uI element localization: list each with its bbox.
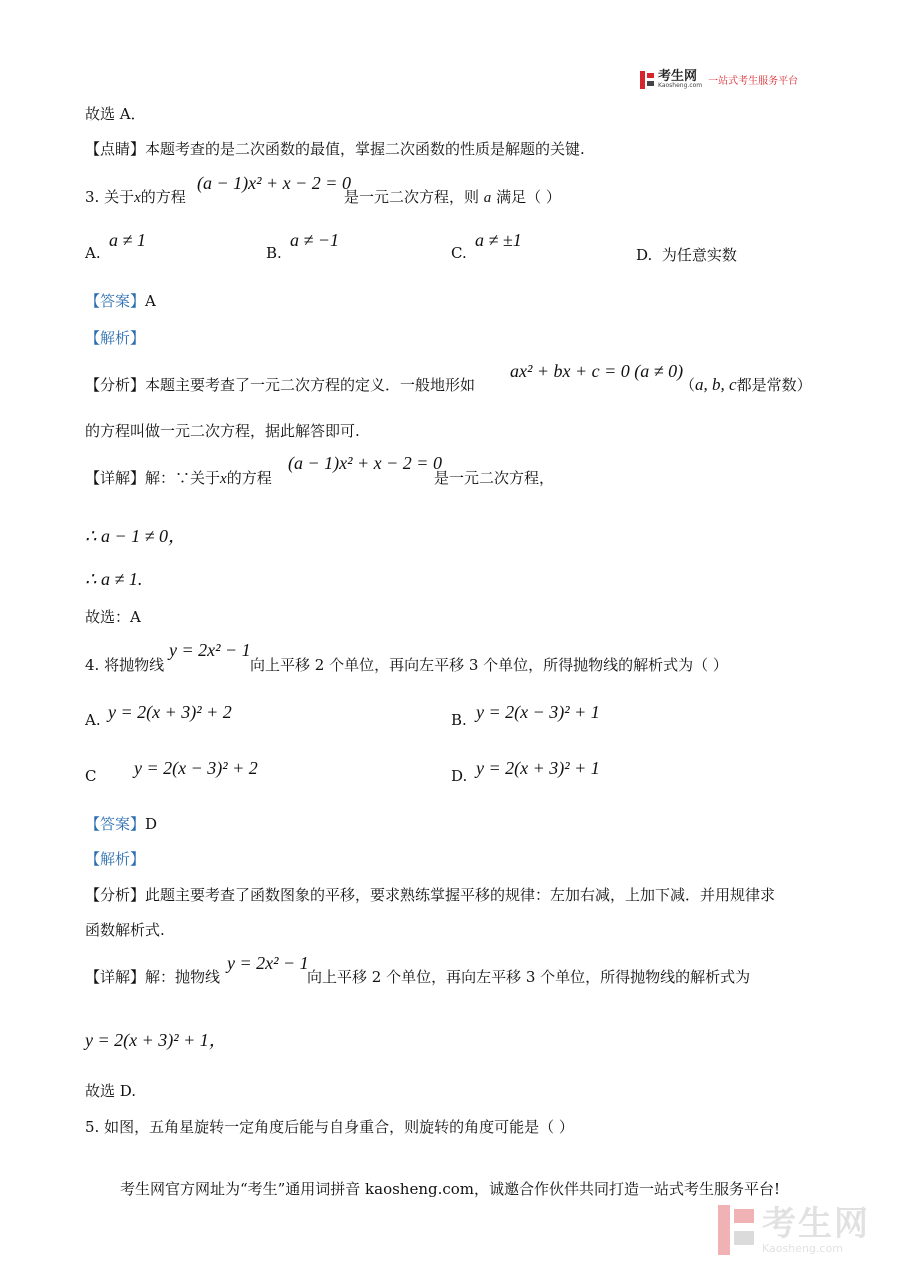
q4-stem-start: 4. 将抛物线 (85, 656, 165, 674)
logo-slogan: 一站式考生服务平台 (708, 76, 799, 87)
q4-option-d: y = 2(x + 3)² + 1 (476, 758, 600, 778)
q3-guxuan: 故选：A (85, 608, 141, 626)
logo-icon (640, 71, 654, 89)
q3-jiexi-tag: 【解析】 (85, 329, 146, 347)
q4-xiangjie: 【详解】解：抛物线 (85, 968, 221, 986)
q3-option-d: D. 为任意实数 (636, 246, 737, 264)
q4-fenxi-line2: 函数解析式. (85, 921, 165, 939)
q3-stem-end: 是一元二次方程，则 a 满足（ ） (344, 188, 561, 206)
line-dianjing: 【点睛】本题考查的是二次函数的最值，掌握二次函数的性质是解题的关键. (85, 140, 585, 158)
q4-option-b: y = 2(x − 3)² + 1 (476, 702, 600, 722)
q4-stem-end: 向上平移 2 个单位，再向左平移 3 个单位，所得抛物线的解析式为（ ） (250, 656, 728, 674)
logo-name: 考生网 (658, 69, 698, 84)
header-logo (640, 70, 798, 89)
q4-jiexi-tag: 【解析】 (85, 850, 146, 868)
q3-option-b-label: B. (266, 244, 282, 262)
logo-domain: Kaosheng.com (658, 82, 703, 89)
q4-option-a-label: A. (85, 711, 101, 729)
q3-option-a-label: A. (85, 244, 101, 262)
q4-xiangjie-equation: y = 2x² − 1 (227, 953, 309, 973)
q3-xiangjie: 【详解】解：∵关于x的方程 (85, 469, 272, 487)
q4-option-c-label: C (85, 767, 97, 785)
watermark-domain: Kaosheng.com (762, 1241, 843, 1255)
page-footer: 考生网官方网址为“考生”通用词拼音 kaosheng.com，诚邀合作伙伴共同打造一站式考生服务平台! (119, 1180, 781, 1198)
q4-xiangjie-end: 向上平移 2 个单位，再向左平移 3 个单位，所得抛物线的解析式为 (307, 968, 751, 986)
q3-option-c-label: C. (451, 244, 467, 262)
q3-fenxi: 【分析】本题主要考查了一元二次方程的定义．一般地形如 (85, 376, 476, 394)
q4-fenxi: 【分析】此题主要考查了函数图象的平移，要求熟练掌握平移的规律：左加右减，上加下减．并用规律求 (85, 886, 776, 904)
q3-step2: ∴ a ≠ 1. (85, 569, 143, 589)
q3-option-b: a ≠ −1 (290, 230, 340, 250)
line-choose-a: 故选 A． (85, 105, 146, 123)
q4-option-c: y = 2(x − 3)² + 2 (134, 758, 258, 778)
q4-option-d-label: D. (451, 767, 468, 785)
q4-guxuan: 故选 D. (85, 1082, 137, 1100)
q4-option-a: y = 2(x + 3)² + 2 (108, 702, 232, 722)
watermark-name: 考生网 (762, 1203, 870, 1244)
q4-result: y = 2(x + 3)² + 1， (85, 1030, 227, 1050)
watermark-logo (718, 1205, 870, 1255)
q3-fenxi-equation: ax² + bx + c = 0 (a ≠ 0) (510, 361, 684, 381)
watermark-icon (718, 1205, 754, 1255)
q3-step1: ∴ a − 1 ≠ 0， (85, 526, 186, 546)
q3-xiangjie-equation: (a − 1)x² + x − 2 = 0 (288, 453, 442, 473)
q3-fenxi-line2: 的方程叫做一元二次方程，据此解答即可. (85, 422, 360, 440)
q3-equation: (a − 1)x² + x − 2 = 0 (197, 173, 351, 193)
q5-stem: 5. 如图，五角星旋转一定角度后能与自身重合，则旋转的角度可能是（ ） (85, 1118, 574, 1136)
q3-fenxi-end: （a, b, c都是常数） (680, 375, 812, 394)
q3-option-a: a ≠ 1 (109, 230, 146, 250)
q3-option-c: a ≠ ±1 (475, 230, 522, 250)
q4-equation: y = 2x² − 1 (169, 640, 251, 660)
q3-stem: 3. 关于x的方程 (85, 188, 186, 206)
q3-xiangjie-end: 是一元二次方程， (434, 469, 555, 487)
q4-answer: 【答案】D (85, 815, 158, 833)
q3-answer: 【答案】A (85, 292, 156, 310)
q4-option-b-label: B. (451, 711, 467, 729)
